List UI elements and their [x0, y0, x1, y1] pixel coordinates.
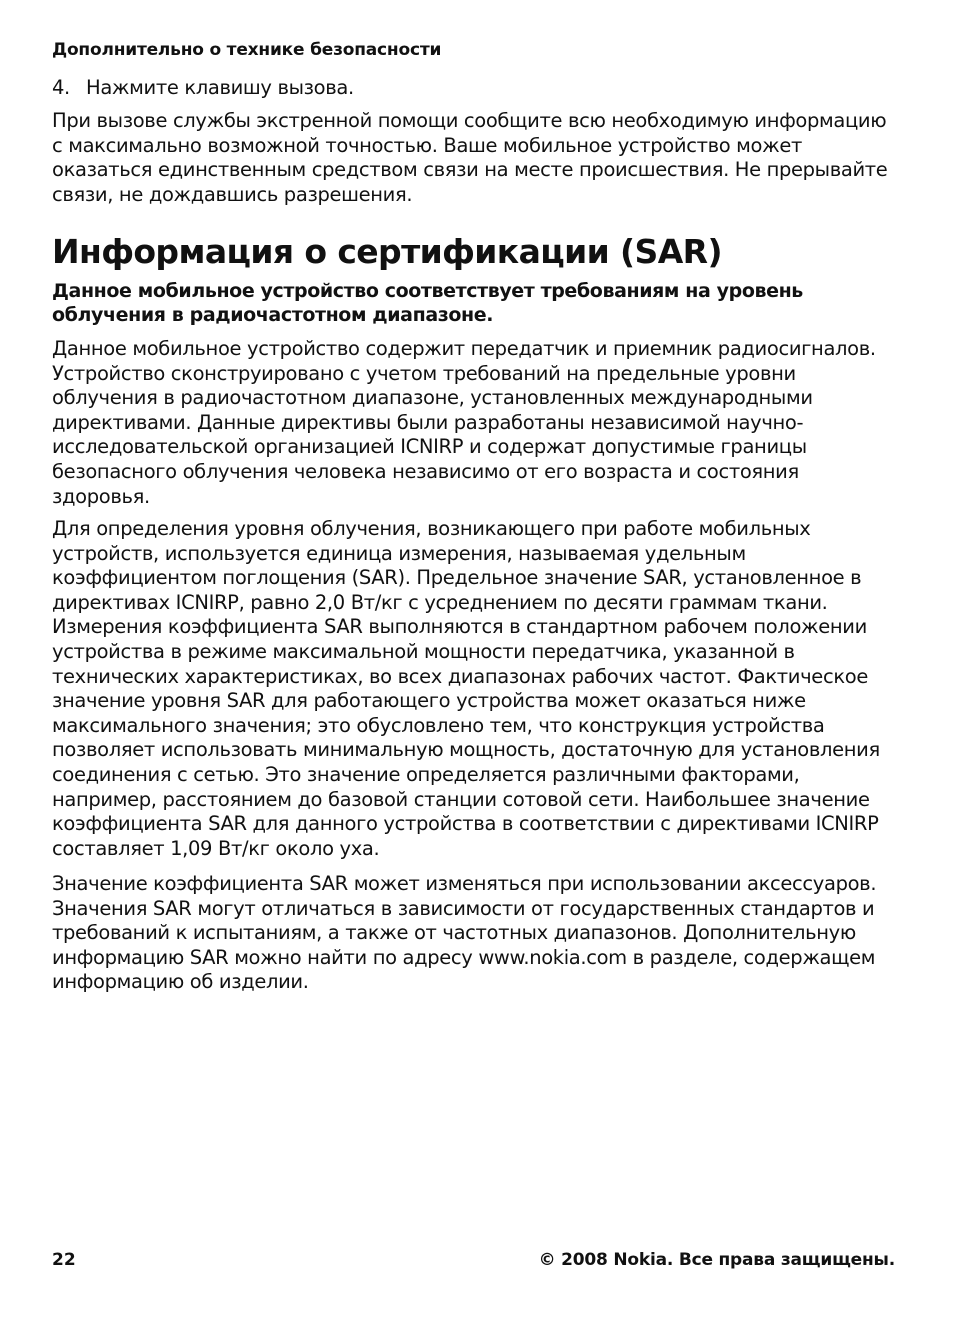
step-number: 4. [52, 76, 70, 99]
step-text: Нажмите клавишу вызова. [86, 76, 354, 99]
running-header: Дополнительно о технике безопасности [52, 40, 442, 60]
copyright-notice: © 2008 Nokia. Все права защищены. [538, 1250, 895, 1270]
body-paragraph: Данное мобильное устройство содержит передатчик и приемник радиосигналов. Устройство сконструировано с учетом требований на предельные уровни облучения в радиочастотном диапазоне, установленных международными директивами. Данные директивы были разработаны независимой научно-исследовательской организацией ICNIRP и содержат допустимые границы безопасного облучения человека независимо от его возраста и состояния здоровья. [52, 337, 876, 508]
section-lead: Данное мобильное устройство соответствует требованиям на уровень облучения в радиочастотном диапазоне. [52, 280, 803, 326]
section-title: Информация о сертификации (SAR) [52, 232, 722, 271]
numbered-step [52, 76, 897, 101]
page-number: 22 [52, 1250, 76, 1270]
body-paragraph: Значение коэффициента SAR может изменяться при использовании аксессуаров. Значения SAR могут отличаться в зависимости от государственных стандартов и требований к испытаниям, а также от частотных диапазонов. Дополнительную информацию SAR можно найти по адресу www.nokia.com в разделе, содержащем информацию об изделии. [52, 872, 877, 994]
body-paragraph: Для определения уровня облучения, возникающего при работе мобильных устройств, используется единица измерения, называемая удельным коэффициентом поглощения (SAR). Предельное значение SAR, установленное в директивах ICNIRP, равно 2,0 Вт/кг с усреднением по десяти граммам ткани. Измерения коэффициента SAR выполняются в стандартном рабочем положении устройства в режиме максимальной мощности передатчика, указанной в технических характеристиках, во всех диапазонах рабочих частот. Фактическое значение уровня SAR для работающего устройства может оказаться ниже максимального значения; это обусловлено тем, что конструкция устройства позволяет использовать минимальную мощность, достаточную для установления соединения с сетью. Это значение определяется различными факторами, например, расстоянием до базовой станции сотовой сети. Наибольшее значение коэффициента SAR для данного устройства в соответствии с директивами ICNIRP составляет 1,09 Вт/кг около уха. [52, 517, 880, 860]
emergency-paragraph: При вызове службы экстренной помощи сообщите всю необходимую информацию с максимально возможной точностью. Ваше мобильное устройство может оказаться единственным средством связи на месте происшествия. Не прерывайте связи, не дождавшись разрешения. [52, 109, 888, 206]
